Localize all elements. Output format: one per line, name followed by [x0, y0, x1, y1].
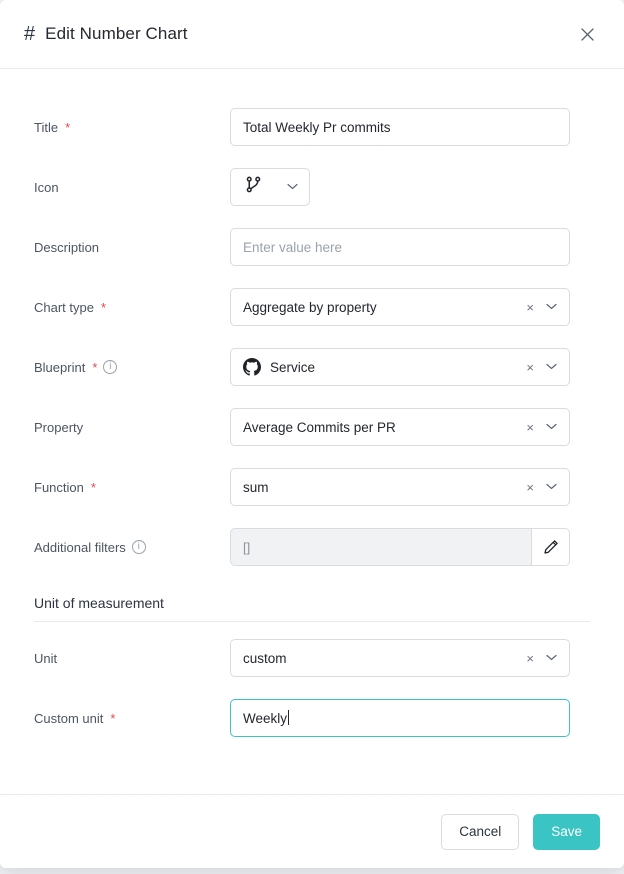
- form-row-unit: [34, 628, 590, 688]
- form-row-function: [34, 457, 590, 517]
- label-chart-type-text: Chart type: [34, 299, 94, 315]
- label-blueprint: [34, 360, 230, 375]
- label-title-text: Title: [34, 119, 59, 135]
- chevron-down-icon[interactable]: [543, 653, 559, 664]
- field-title: [230, 108, 590, 146]
- label-property: [34, 420, 230, 435]
- form-row-title: [34, 97, 590, 157]
- hash-icon: #: [24, 23, 36, 45]
- field-additional-filters: [230, 528, 590, 566]
- form-row-description: [34, 217, 590, 277]
- section-divider: [34, 621, 590, 622]
- label-blueprint-text: Blueprint: [34, 359, 86, 375]
- form-row-chart-type: [34, 277, 590, 337]
- required-marker: *: [65, 119, 71, 135]
- chevron-down-icon[interactable]: [543, 302, 559, 313]
- field-blueprint: [230, 348, 590, 386]
- chevron-down-icon[interactable]: [543, 482, 559, 493]
- unit-value: custom: [243, 650, 287, 666]
- required-marker: *: [100, 299, 107, 315]
- close-icon[interactable]: [574, 21, 600, 47]
- modal-footer: [0, 794, 624, 868]
- git-branch-icon: [245, 176, 262, 198]
- required-marker: *: [110, 710, 116, 726]
- label-function: [34, 480, 230, 495]
- info-icon[interactable]: i: [132, 540, 146, 554]
- function-value: sum: [243, 479, 269, 495]
- cancel-button[interactable]: Cancel: [441, 814, 519, 850]
- custom-unit-value: Weekly: [243, 711, 288, 726]
- description-input[interactable]: [230, 228, 570, 266]
- form-row-custom-unit: [34, 688, 590, 748]
- label-additional-filters: [34, 540, 230, 555]
- form-row-icon: [34, 157, 590, 217]
- unit-section-title: Unit of measurement: [34, 595, 164, 611]
- form-row-property: [34, 397, 590, 457]
- chevron-down-icon[interactable]: [543, 362, 559, 373]
- custom-unit-input[interactable]: [230, 699, 570, 737]
- pencil-icon[interactable]: [531, 528, 569, 566]
- label-title: [34, 120, 230, 135]
- text-caret: [288, 710, 289, 725]
- blueprint-value: Service: [270, 359, 316, 375]
- label-icon: [34, 180, 230, 195]
- label-unit-text: Unit: [34, 650, 58, 666]
- chart-type-value: Aggregate by property: [243, 299, 377, 315]
- required-marker: *: [92, 359, 98, 375]
- label-description: [34, 240, 230, 255]
- field-property: [230, 408, 590, 446]
- property-select[interactable]: [230, 408, 570, 446]
- modal-header: [0, 0, 624, 69]
- clear-icon[interactable]: ×: [526, 479, 534, 495]
- unit-select[interactable]: [230, 639, 570, 677]
- title-input-value: Total Weekly Pr commits: [243, 119, 391, 135]
- page-title: Edit Number Chart: [45, 24, 188, 43]
- save-button[interactable]: Save: [533, 814, 600, 850]
- label-custom-unit-text: Custom unit: [34, 710, 104, 726]
- required-marker: *: [90, 479, 96, 495]
- chevron-down-icon[interactable]: [543, 422, 559, 433]
- additional-filters-value: []: [243, 539, 251, 555]
- field-unit: [230, 639, 590, 677]
- blueprint-select[interactable]: [230, 348, 570, 386]
- description-placeholder: Enter value here: [243, 239, 343, 255]
- label-function-text: Function: [34, 479, 84, 495]
- info-icon[interactable]: i: [103, 360, 117, 374]
- form-row-blueprint: [34, 337, 590, 397]
- form-row-additional-filters: [34, 517, 590, 577]
- icon-select[interactable]: [230, 168, 310, 206]
- label-custom-unit: [34, 711, 230, 726]
- label-unit: [34, 651, 230, 666]
- clear-icon[interactable]: ×: [526, 359, 534, 375]
- clear-icon[interactable]: ×: [526, 419, 534, 435]
- label-description-text: Description: [34, 239, 100, 255]
- property-value: Average Commits per PR: [243, 419, 396, 435]
- title-input[interactable]: [230, 108, 570, 146]
- field-chart-type: [230, 288, 590, 326]
- field-function: [230, 468, 590, 506]
- field-custom-unit: [230, 699, 590, 737]
- clear-icon[interactable]: ×: [526, 650, 534, 666]
- field-description: [230, 228, 590, 266]
- label-property-text: Property: [34, 419, 84, 435]
- label-chart-type: [34, 300, 230, 315]
- clear-icon[interactable]: ×: [526, 299, 534, 315]
- github-icon: [243, 358, 261, 376]
- additional-filters-input: [230, 528, 570, 566]
- field-icon: [230, 168, 590, 206]
- chevron-down-icon[interactable]: [284, 182, 300, 193]
- label-icon-text: Icon: [34, 179, 59, 195]
- chart-type-select[interactable]: [230, 288, 570, 326]
- label-additional-filters-text: Additional filters: [34, 539, 126, 555]
- modal-body: [0, 69, 624, 794]
- function-select[interactable]: [230, 468, 570, 506]
